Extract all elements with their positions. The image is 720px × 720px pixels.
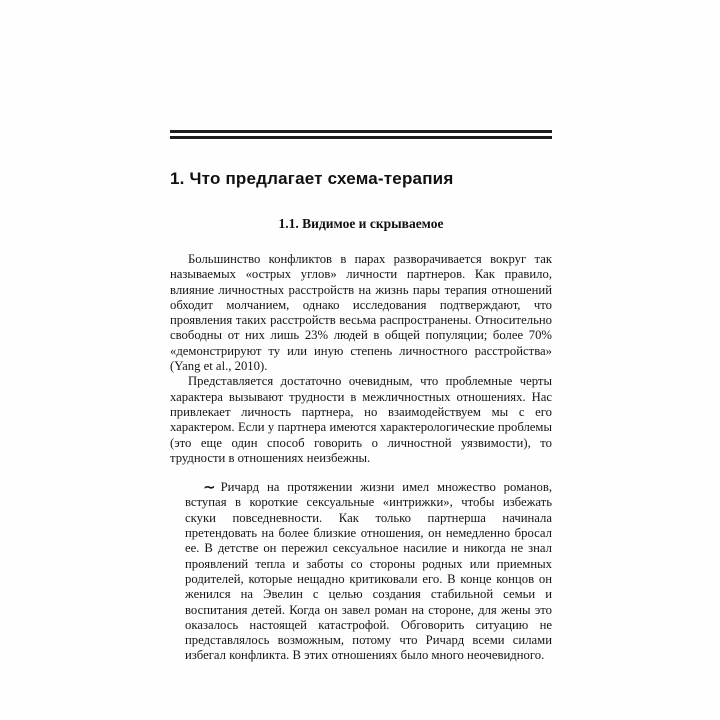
section-title: 1.1. Видимое и скрываемое [278,216,444,231]
double-rule-divider [170,130,552,139]
case-example-text: Ричард на протяжении жизни имел множество романов, вступая в короткие сексуальные «интрижки», чтобы избежать скуки повседневности. Как только партнерша начинала претендовать на более близкие отношения, он немедленно бросал ее. В детстве он пережил сексуальное насилие и никогда не знал проявлений тепла и заботы со стороны родных или приемных родителей, которые нещадно критиковали его. В конце концов он женился на Эвелин с целью создания стабильной семьи и воспитания детей. Когда он завел роман на стороне, для жены это оказалось настоящей катастрофой. Обговорить ситуацию не представлялось возможным, потому что Ричард всеми силами избегал конфликта. В этих отношениях было много неочевидного. [185,480,552,663]
body-text [170,252,552,664]
fleuron-icon: ∼ [203,478,216,497]
case-example-paragraph [185,480,552,664]
page-content [170,0,552,664]
paragraph-1: Большинство конфликтов в парах разворачивается вокруг так называемых «острых углов» личности партнеров. Как правило, влияние личностных расстройств на жизнь пары терапия отношений обходит молчанием, однако исследования подтверждают, что проявления таких расстройств весьма распространены. Относительно свободны от них лишь 23% людей в общей популяции; более 70% «демонстрируют ту или иную степень личностного расстройства» (Yang et al., 2010). [170,252,552,374]
paragraph-2: Представляется достаточно очевидным, что проблемные черты характера вызывают трудности в межличностных отношениях. Нас привлекает личность партнера, но взаимодействуем мы с его характером. Если у партнера имеются характерологические проблемы (это еще один способ говорить о личностной уязвимости), то трудности в отношениях неизбежны. [170,374,552,465]
chapter-title: 1. Что предлагает схема-терапия [170,169,454,188]
case-example-block [185,480,552,664]
